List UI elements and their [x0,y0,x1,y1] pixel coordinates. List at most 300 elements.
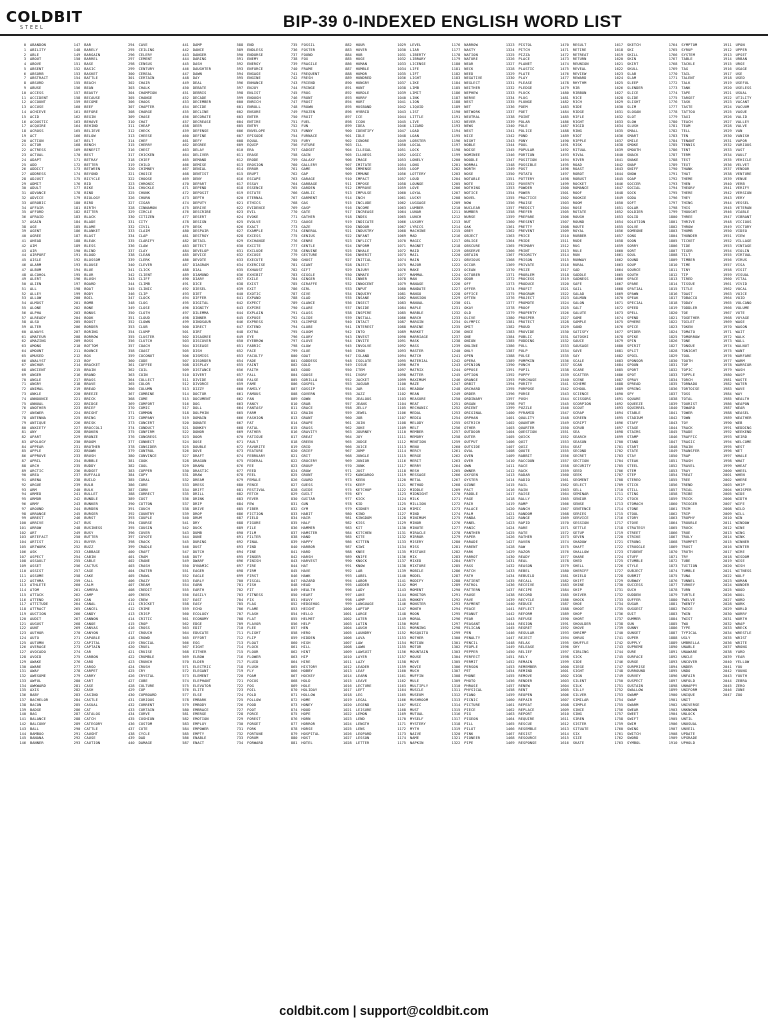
word-index: 1463 [505,712,515,717]
word-index: 221 [73,396,81,401]
word-text: ROUTE [572,224,585,229]
word-index: 9 [23,86,26,91]
word-index: 449 [182,81,189,86]
word-text: CRASH [138,564,150,569]
word-index: 703 [236,592,244,597]
word-index: 5 [23,66,26,71]
word-index: 819 [290,444,298,449]
word-index: 531 [182,473,189,478]
word-index: 1430 [505,554,515,559]
word-text: QUARTER [518,425,535,430]
word-text: DENIAL [192,167,207,172]
word-text: GORILLA [301,377,318,382]
word-index: 1071 [397,243,406,248]
word-index: 782 [290,267,298,272]
word-index: 1548 [560,415,569,420]
word-text: BARGAIN [84,52,101,57]
word-text: QUIZ [518,444,528,449]
word-text: FANTASY [247,406,263,411]
word-index: 481 [182,234,189,239]
word-index: 1008 [343,645,352,650]
word-index: 835 [290,521,298,526]
word-text: FURNACE [301,133,318,138]
word-text: FINAL [247,540,259,545]
word-text: CHAMPION [138,90,157,95]
word-index: 75 [21,401,26,406]
word-text: ADVANCE [30,191,46,196]
word-index: 601 [236,105,244,110]
word-text: AHEAD [30,239,42,244]
word-index: 1584 [560,588,569,593]
word-text: ENJOY [247,86,259,91]
word-text: PURSE [518,392,530,397]
word-index: 719 [236,669,244,674]
word-index: 321 [128,172,135,177]
word-text: SMART [627,133,639,138]
word-index: 176 [73,181,81,186]
word-index: 1207 [451,191,461,196]
word-index: 66 [21,358,26,363]
word-index: 808 [290,392,298,397]
word-text: LIGHT [409,76,422,81]
word-text: AUDIT [30,616,42,621]
word-index: 430 [128,693,135,698]
word-index: 1282 [451,549,461,554]
word-text: DRILL [192,492,205,497]
word-text: NEED [464,71,474,76]
word-index: 1638 [614,143,624,148]
word-text: POSITION [518,157,537,162]
word-index: 298 [128,62,135,67]
word-text: PRODUCE [518,282,535,287]
word-text: HINT [301,650,311,655]
word-text: SICK [572,655,582,659]
word-index: 1298 [451,626,461,631]
word-text: MEDAL [409,411,422,416]
word-index: 1268 [451,482,461,487]
word-index: 465 [182,157,189,162]
word-text: MONKEY [409,597,424,602]
word-index: 679 [236,478,244,483]
word-text: GARAGE [301,176,315,181]
word-index: 1552 [560,435,569,440]
word-index: 1035 [397,71,406,76]
word-text: OWN [464,463,472,468]
word-index: 492 [182,286,189,291]
word-text: CREW [138,597,148,602]
word-text: HOST [301,736,311,741]
word-index: 11 [21,95,26,100]
word-text: LONELY [409,157,424,162]
word-text: MATH [409,363,420,368]
word-text: FLAME [247,607,259,612]
word-text: INSECT [355,301,370,306]
word-index: 613 [236,162,244,167]
word-index: 446 [182,66,189,71]
word-text: SCALE [572,358,585,363]
word-text: SING [572,712,582,717]
word-index: 581 [182,712,189,717]
word-text: ARMOR [30,497,42,502]
word-index: 752 [290,124,298,129]
word-text: AIR [30,248,37,253]
word-index: 618 [236,186,244,191]
word-text: ADJUST [30,176,44,181]
word-index: 888 [345,71,352,76]
word-index: 853 [290,607,298,612]
word-index: 854 [290,611,298,616]
word-index: 1105 [397,406,406,411]
word-index: 1516 [560,262,569,267]
word-index: 1324 [505,47,515,52]
word-text: FRUIT [301,114,313,119]
word-index: 687 [236,516,244,521]
word-index: 1626 [614,86,624,91]
word-text: ACQUIRE [30,124,46,129]
word-text: REFORM [518,611,533,616]
word-text: BICYCLE [84,176,101,181]
word-text: FINGER [247,554,261,559]
word-text: ACCOUNT [30,100,46,105]
word-index: 515 [182,396,189,401]
word-text: JOIN [355,420,365,425]
word-text: ONLINE [464,344,478,349]
word-text: BEAN [84,86,94,91]
word-index: 523 [182,435,189,440]
word-index: 913 [345,191,352,196]
word-index: 1517 [560,267,569,272]
word-text: NEPHEW [464,90,478,95]
word-text: FRINGE [301,86,315,91]
word-index: 541 [182,521,189,526]
word-text: CART [84,678,94,683]
word-index: 562 [182,621,189,626]
word-column [275,43,329,1003]
word-index: 732 [236,731,244,736]
word-text: DREAM [192,478,205,483]
word-index: 1425 [505,530,515,535]
word-index: 114 [19,588,26,593]
word-index: 1260 [451,444,461,449]
word-text: MATRIX [409,368,424,373]
word-index: 339 [128,258,135,263]
word-text: FINISH [247,559,261,564]
word-index: 455 [182,109,189,114]
word-index: 610 [236,148,244,153]
word-text: FAN [247,396,254,401]
word-text: CONGRESS [138,435,157,440]
word-text: MULTIPLY [409,683,429,688]
word-text: COOK [138,458,148,463]
word-index: 1591 [560,621,569,626]
word-index: 689 [236,525,244,530]
word-text: SECRET [572,454,587,459]
word-text: FABRIC [247,344,261,349]
word-text: ENLIST [247,90,261,95]
word-index: 882 [345,43,352,47]
word-index: 1122 [397,487,406,492]
word-index: 838 [290,535,298,540]
word-text: BABY [30,693,40,698]
word-index: 806 [290,382,298,387]
word-index: 1100 [397,382,406,387]
word-text: GRIT [301,454,311,459]
word-text: COOL [138,463,148,468]
word-text: SHORT [572,616,585,621]
word-text: KITCHEN [355,530,372,535]
word-index: 1092 [397,344,406,349]
word-index: 184 [73,219,81,224]
word-index: 554 [182,583,189,588]
word-index: 904 [345,148,352,153]
word-text: CASE [84,683,94,688]
word-index: 778 [290,248,298,253]
word-index: 915 [345,200,352,205]
word-index: 88 [21,463,26,468]
word-text: SNIFF [627,167,639,172]
word-index: 1051 [397,148,406,153]
word-text: HORSE [301,726,313,731]
word-index: 463 [182,148,189,153]
word-text: SHADOW [572,540,587,545]
word-text: PAUSE [464,592,476,597]
word-index: 1551 [560,430,569,435]
word-text: PAIR [464,502,474,506]
word-index: 1213 [451,219,461,224]
word-text: MAD [409,234,417,239]
word-text: HOLE [301,683,311,688]
word-index: 95 [21,497,26,502]
word-text: SHOE [572,602,582,607]
word-text: ROUGH [572,215,585,220]
word-text: PIPE [464,741,474,746]
word-index: 152 [73,66,81,71]
word-text: MISERY [409,540,424,545]
word-text: BID [84,181,92,186]
word-text: GRANT [301,415,313,420]
word-index: 1393 [505,377,515,382]
word-index: 1366 [505,248,515,253]
word-text: ART [30,530,37,535]
word-index: 952 [345,377,352,382]
word-index: 44 [21,253,26,258]
word-text: HABIT [301,511,313,516]
word-index: 798 [290,344,298,349]
word-index: 390 [128,502,135,506]
word-index: 1524 [560,301,569,306]
word-index: 1531 [560,334,569,339]
word-index: 1171 [397,721,406,726]
word-text: ROSE [572,205,582,210]
word-text: GRAVITY [301,430,318,435]
word-index: 369 [128,401,135,406]
word-index: 1201 [451,162,461,167]
word-index: 1521 [560,286,569,291]
word-text: SLEEP [627,81,639,86]
word-text: SCRIPT [572,420,587,425]
word-index: 1616 [560,741,569,746]
word-text: FARM [247,411,257,416]
word-index: 119 [19,611,26,616]
word-index: 869 [290,683,298,688]
word-text: FOREST [247,717,261,722]
word-index: 501 [182,329,189,334]
word-index: 1150 [397,621,406,626]
word-text: ORANGE [464,377,478,382]
word-text: CRUMBLE [138,655,155,659]
word-text: HOOD [301,707,311,712]
word-text: FUEL [301,119,311,124]
word-index: 320 [128,167,135,172]
word-index: 292 [73,736,81,741]
word-index: 271 [73,635,81,640]
word-index: 1204 [451,176,461,181]
word-text: CRATER [138,568,153,573]
word-text: INCOME [355,205,370,210]
word-index: 1172 [397,726,406,731]
word-text: DISCOVER [192,339,211,344]
word-index: 1061 [397,196,406,200]
word-text: SATOSHI [572,334,589,339]
word-text: RUBBER [572,234,587,239]
word-text: ELECTRIC [192,664,211,669]
word-text: PLEDGE [518,86,533,91]
word-text: RANCH [518,506,530,511]
word-text: APART [30,435,42,440]
word-index: 1170 [397,717,406,722]
word-text: BANNER [30,741,44,746]
word-index: 1197 [451,143,461,148]
word-text: PIG [464,712,472,717]
word-index: 1032 [397,57,406,62]
word-index: 675 [236,458,244,463]
word-text: MIMIC [409,506,422,511]
word-index: 374 [128,425,135,430]
word-index: 333 [128,229,135,234]
word-index: 1069 [397,234,406,239]
word-index: 810 [290,401,298,406]
word-text: CRAFT [138,549,150,554]
word-index: 1389 [505,358,515,363]
word-index: 890 [345,81,352,86]
word-index: 647 [236,325,244,330]
word-index: 1102 [397,392,406,397]
word-text: CANAL [84,602,96,607]
word-index: 1093 [397,349,406,353]
word-index: 1617 [614,43,624,47]
word-text: DEPOSIT [192,191,209,196]
word-text: HEART [301,592,313,597]
word-text: INPUT [355,286,368,291]
word-text: CIRCLE [138,210,153,215]
word-text: LOAD [409,129,420,134]
word-text: POINT [518,114,530,119]
word-index: 745 [290,90,298,95]
word-text: PADDLE [464,492,478,497]
word-text: INTACT [355,320,370,325]
word-text: DRAW [192,473,202,478]
word-index: 858 [290,631,298,636]
word-index: 414 [128,616,135,621]
word-text: GIFT [301,267,311,272]
word-index: 1311 [451,688,461,693]
word-index: 1611 [560,717,569,722]
word-text: BOSS [84,339,94,344]
word-text: BEEF [84,105,94,110]
word-index: 1148 [397,611,406,616]
word-index: 516 [182,401,189,406]
word-index: 348 [128,301,135,306]
word-index: 1169 [397,712,406,717]
word-text: DEPEND [192,186,207,191]
word-text: MYTH [409,726,420,731]
word-index: 1512 [560,243,569,248]
word-text: DRESS [192,482,205,487]
word-text: ALL [30,286,37,291]
word-text: ORCHARD [464,387,481,392]
word-text: FEEL [247,473,257,478]
word-text: DOSE [192,439,202,444]
word-index: 1469 [505,741,515,746]
word-index: 1563 [560,487,569,492]
word-text: PENCIL [464,640,478,645]
word-index: 558 [182,602,189,607]
word-index: 52 [21,291,26,296]
word-text: EMPLOY [192,721,207,726]
word-index: 1322 [451,741,461,746]
word-index: 787 [290,291,298,296]
word-index: 1055 [397,167,406,172]
word-text: MORNING [409,626,426,631]
word-index: 540 [182,516,189,521]
word-text: OUTDOOR [464,430,481,435]
word-text: NOTABLE [464,176,481,181]
word-text: MOVE [409,659,420,664]
word-text: RANGE [518,516,530,521]
word-text: PRIMARY [518,243,535,248]
word-index: 694 [236,549,244,554]
word-text: BUNDLE [84,497,98,502]
word-index: 789 [290,301,298,306]
word-text: LECTURE [355,683,372,688]
word-index: 1253 [451,411,461,416]
word-index: 1321 [451,736,461,741]
word-text: DESCRIBE [192,210,211,215]
word-index: 1155 [397,645,406,650]
word-index: 362 [128,368,135,373]
word-text: SIGHT [572,669,585,674]
word-index: 241 [73,492,81,497]
word-index: 736 [290,47,298,52]
word-text: SEED [572,468,582,473]
word-index: 236 [73,468,81,473]
word-index: 476 [182,210,189,215]
word-index: 1508 [560,224,569,229]
word-text: SAVE [572,349,582,353]
word-index: 1577 [560,554,569,559]
word-index: 263 [73,597,81,602]
word-text: JUST [355,468,365,473]
word-index: 837 [290,530,298,535]
word-text: INDEX [355,215,368,220]
word-text: POST [518,167,528,172]
word-text: FROG [301,90,311,95]
word-index: 1269 [451,487,461,492]
word-text: KETCHUP [355,487,372,492]
word-index: 781 [290,262,298,267]
word-index: 1420 [505,506,515,511]
word-text: PERSON [464,664,478,669]
